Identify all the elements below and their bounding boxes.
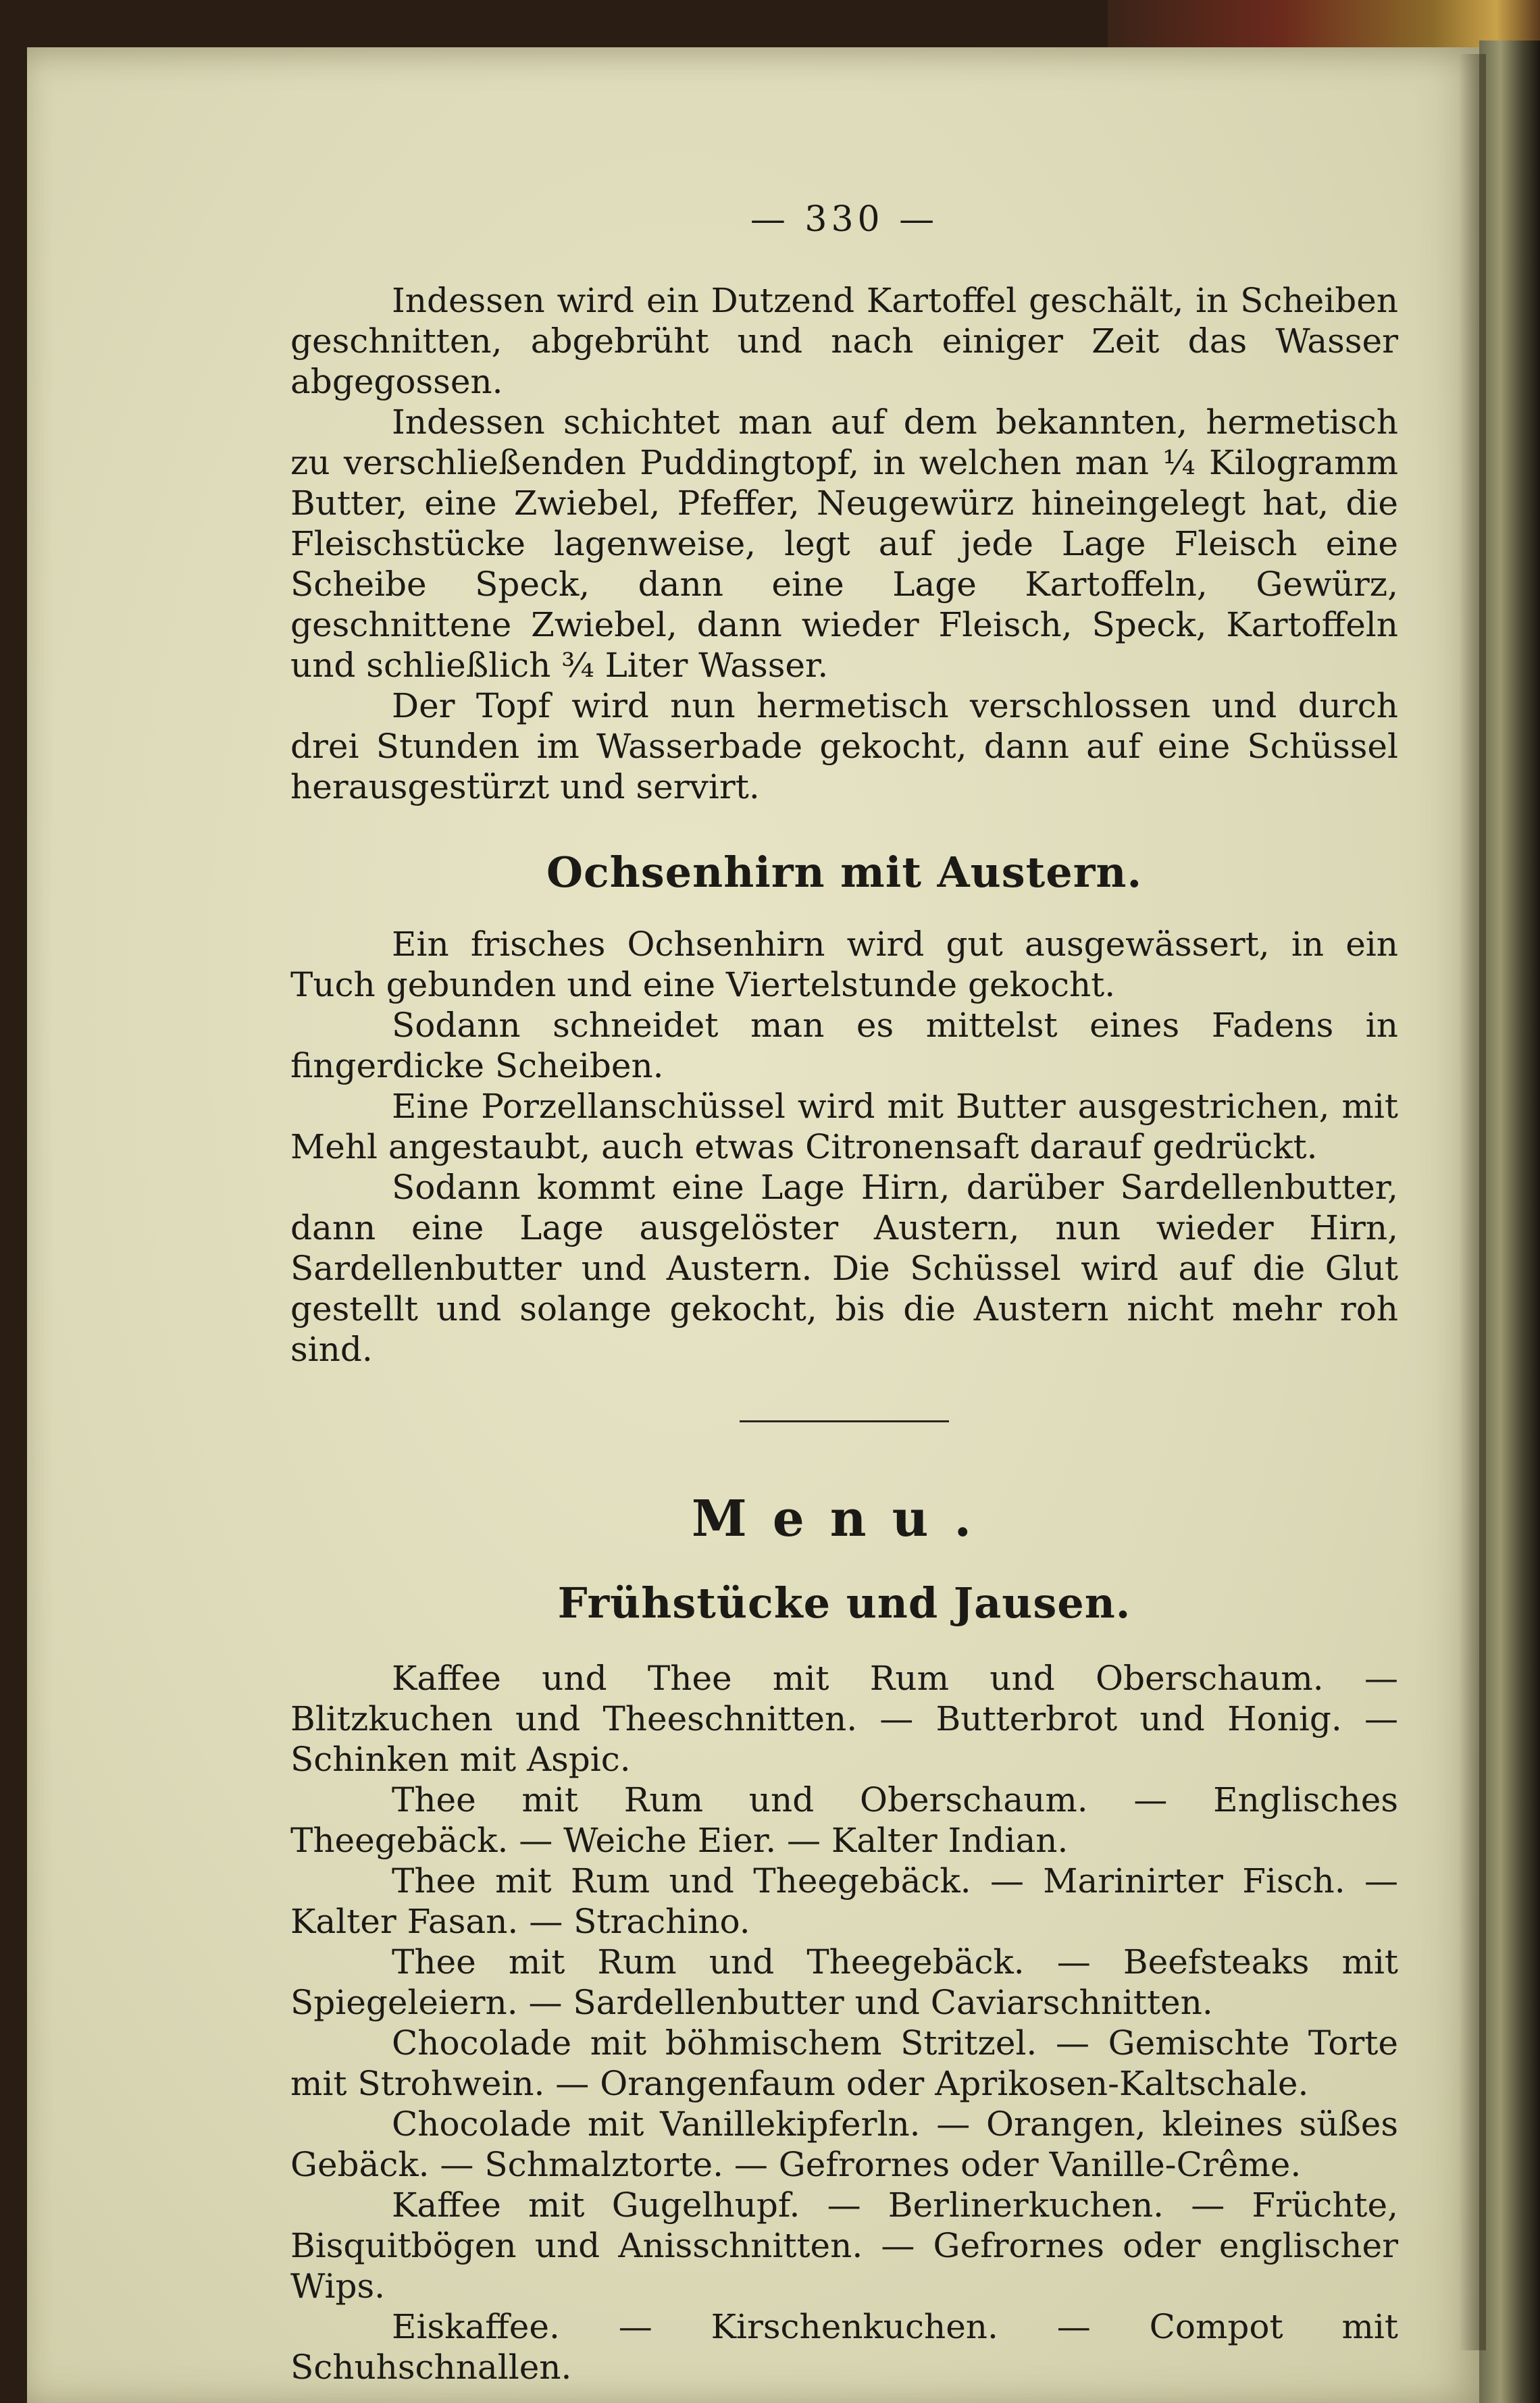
menu-item: Chocolade mit Vanillekipferln. — Orangen, kleines süßes Gebäck. — Schmalztorte. — Gefrornes oder Vanille-Crême. <box>290 2104 1398 2184</box>
recipe-title: Ochsenhirn mit Austern. <box>546 848 1143 897</box>
recipe-paragraph: Sodann kommt eine Lage Hirn, darüber Sardellenbutter, dann eine Lage ausgelöster Austern, nun wieder Hirn, Sardellenbutter und Austern. Die Schüssel wird auf die Glut gestellt und solange gekocht, bis die Austern nicht mehr roh sind. <box>290 1168 1398 1369</box>
intro-section <box>290 280 1398 807</box>
intro-paragraph: Indessen wird ein Dutzend Kartoffel geschält, in Scheiben geschnitten, abgebrüht und nach einiger Zeit das Wasser abgegossen. <box>290 281 1398 401</box>
page-number: — 330 — <box>750 199 939 240</box>
menu-item: Kaffee mit Gugelhupf. — Berlinerkuchen. — Früchte, Bisquitbögen und Anisschnitten. — Gefrornes oder englischer Wips. <box>290 2186 1398 2306</box>
page-gutter-shadow <box>1459 54 1486 2350</box>
recipe-paragraph: Ein frisches Ochsenhirn wird gut ausgewässert, in ein Tuch gebunden und eine Viertelstunde gekocht. <box>290 925 1398 1004</box>
menu-item: Chocolade mit böhmischem Stritzel. — Gemischte Torte mit Strohwein. — Orangenfaum oder Aprikosen-Kaltschale. <box>290 2023 1398 2103</box>
menu-item: Eiskaffee. — Kirschenkuchen. — Compot mit Schuhschnallen. <box>290 2307 1398 2387</box>
intro-paragraph: Der Topf wird nun hermetisch verschlossen und durch drei Stunden im Wasserbade gekocht, dann auf eine Schüssel herausgestürzt und servirt. <box>290 686 1398 806</box>
intro-paragraph: Indessen schichtet man auf dem bekannten, hermetisch zu verschließenden Puddingtopf, in welchen man ¼ Kilogramm Butter, eine Zwiebel, Pfeffer, Neugewürz hineingelegt hat, die Fleischstücke lagenweise, legt auf jede Lage Fleisch eine Scheibe Speck, dann eine Lage Kartoffeln, Gewürz, geschnittene Zwiebel, dann wieder Fleisch, Speck, Kartoffeln und schließlich ¾ Liter Wasser. <box>290 403 1398 685</box>
menu-list <box>290 1658 1398 2387</box>
page-content <box>290 199 1398 2387</box>
recipe-paragraph: Eine Porzellanschüssel wird mit Butter ausgestrichen, mit Mehl angestaubt, auch etwas Citronensaft darauf gedrückt. <box>290 1087 1398 1166</box>
recipe-section <box>290 924 1398 1370</box>
recipe-paragraph: Sodann schneidet man es mittelst eines Fadens in fingerdicke Scheiben. <box>290 1006 1398 1085</box>
book-page-edge <box>1479 41 1540 2403</box>
menu-item: Thee mit Rum und Theegebäck. — Marinirter Fisch. — Kalter Fasan. — Strachino. <box>290 1861 1398 1941</box>
menu-item: Thee mit Rum und Oberschaum. — Englisches Theegebäck. — Weiche Eier. — Kalter Indian. <box>290 1780 1398 1860</box>
section-divider <box>740 1420 949 1422</box>
menu-item: Thee mit Rum und Theegebäck. — Beefsteaks mit Spiegeleiern. — Sardellenbutter und Caviarschnitten. <box>290 1942 1398 2022</box>
menu-title: Menu. <box>691 1490 998 1548</box>
menu-item: Kaffee und Thee mit Rum und Oberschaum. — Blitzkuchen und Theeschnitten. — Butterbrot und Honig. — Schinken mit Aspic. <box>290 1659 1398 1779</box>
menu-subtitle: Frühstücke und Jausen. <box>557 1578 1131 1628</box>
